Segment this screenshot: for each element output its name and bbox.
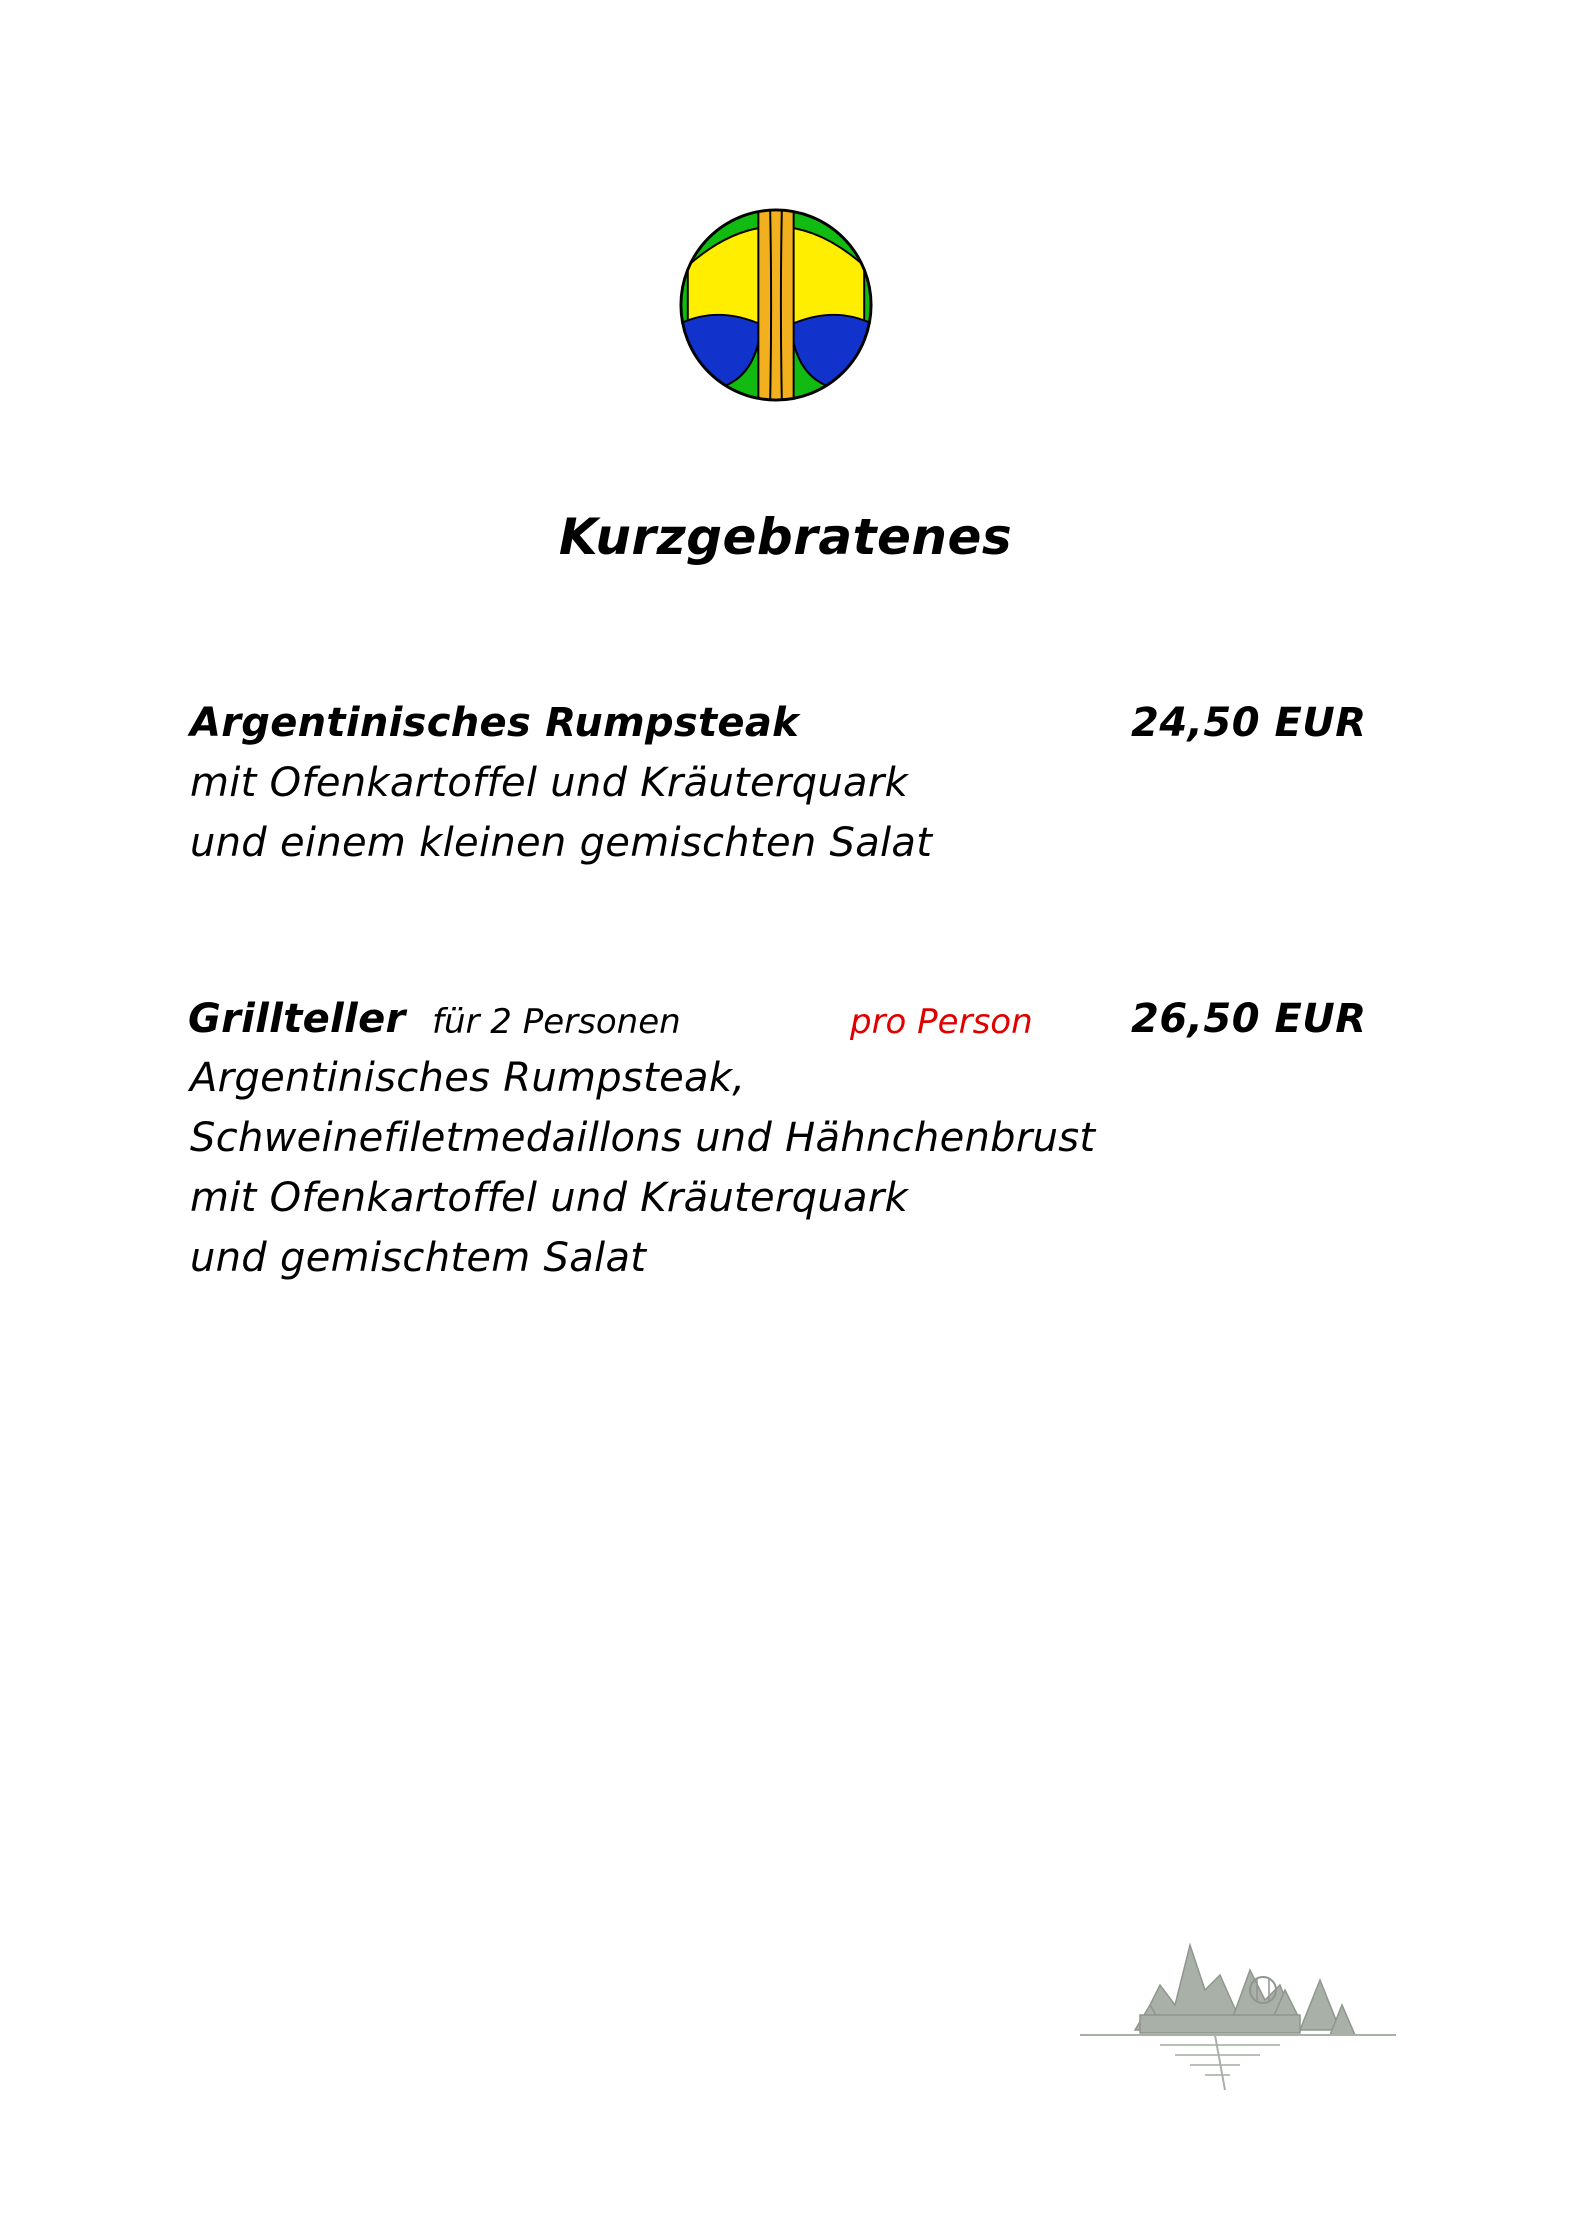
item-note: für 2 Personen (432, 1002, 681, 1042)
item-description-line: mit Ofenkartoffel und Kräuterquark (190, 1175, 909, 1221)
item-name: Grillteller (188, 996, 406, 1042)
item-name: Argentinisches Rumpsteak (190, 700, 800, 746)
item-description-line: mit Ofenkartoffel und Kräuterquark (190, 760, 909, 806)
item-description-line: Argentinisches Rumpsteak, (190, 1055, 746, 1101)
section-title: Kurzgebratenes (558, 508, 1013, 566)
item-price: 24,50 EUR (1131, 700, 1367, 746)
item-price: 26,50 EUR (1131, 996, 1367, 1042)
item-description-line: Schweinefiletmedaillons und Hähnchenbrust (190, 1115, 1096, 1161)
price-note: pro Person (850, 1002, 1033, 1042)
trees-landscape-logo-icon (1080, 1930, 1396, 2090)
circle-emblem-logo-icon (678, 207, 874, 403)
item-description-line: und gemischtem Salat (190, 1235, 647, 1281)
item-description-line: und einem kleinen gemischten Salat (190, 820, 933, 866)
